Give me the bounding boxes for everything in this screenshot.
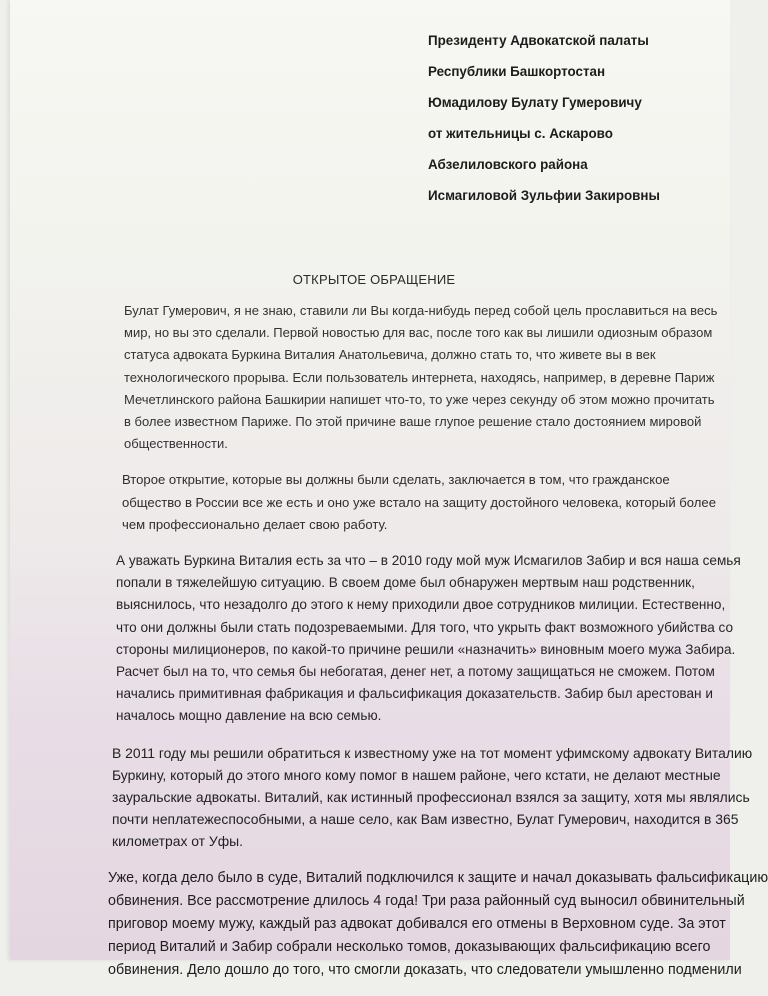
- addressee-line: Абзелиловского района: [428, 157, 588, 172]
- text-line: Уже, когда дело было в суде, Виталий подключился к защите и начал доказывать фальсификацию: [108, 869, 768, 886]
- text-line: В 2011 году мы решили обратиться к известному уже на тот момент уфимскому адвокату Виталию: [112, 744, 753, 761]
- text-line: обвинения. Дело дошло до того, что смогли доказать, что следователи умышленно подменили: [108, 961, 742, 978]
- text-line: общество в России все же есть и оно уже встало на защиту достойного человека, который более: [122, 494, 716, 510]
- text-line: километрах от Уфы.: [112, 833, 243, 850]
- text-line: Расчет был на то, что семья бы небогатая, денег нет, а потому защищаться не сможем. Потом: [116, 664, 715, 680]
- text-line: Буркину, который до этого много кому помог в нашем районе, чего кстати, не делают местные: [112, 766, 721, 783]
- text-line: общественности.: [124, 436, 228, 452]
- text-line: Булат Гумерович, я не знаю, ставили ли Вы когда-нибудь перед собой цель прославиться на весь: [124, 303, 718, 318]
- text-line: А уважать Буркина Виталия есть за что – в 2010 году мой муж Исмагилов Забир и вся наша семья: [116, 553, 741, 569]
- text-line: стороны милиционеров, по какой-то причине решили «назначить» виновным моего мужа Забира.: [116, 641, 736, 657]
- text-line: технологического прорыва. Если пользователь интернета, находясь, например, в деревне Париж: [124, 369, 715, 385]
- text-line: приговор моему мужу, каждый раз адвокат добивался его отмены в Верховном суде. За этот: [108, 915, 726, 932]
- letter-body: [108, 300, 768, 996]
- text-line: период Виталий и Забир собрали несколько томов, доказывающих фальсификацию всего: [108, 938, 711, 955]
- paragraph-1: [124, 300, 718, 455]
- addressee-line: Юмадилову Булату Гумеровичу: [428, 95, 642, 110]
- text-line: чем профессионально делает свою работу.: [122, 516, 388, 532]
- paragraph-3: [116, 550, 741, 728]
- paragraph-4: [112, 742, 753, 853]
- text-line: попали в тяжелейшую ситуацию. В своем доме был обнаружен мертвым наш родственник,: [116, 575, 695, 591]
- addressee-line: Исмагиловой Зульфии Закировны: [428, 188, 660, 203]
- document-title: ОТКРЫТОЕ ОБРАЩЕНИЕ: [292, 272, 456, 287]
- paragraph-5: [108, 867, 768, 982]
- text-line: начались примитивная фабрикация и фальсификация доказательств. Забир был арестован и: [116, 686, 713, 702]
- text-line: зауральские адвокаты. Виталий, как истинный профессионал взялся за защиту, хотя мы являлись: [112, 789, 750, 806]
- text-line: что они должны были стать подозреваемыми. Для того, что укрыть факт возможного убийства со: [116, 619, 734, 635]
- text-line: статуса адвоката Буркина Виталия Анатольевича, должно стать то, что живете вы в век: [124, 347, 656, 363]
- text-line: в более известном Париже. По этой причине ваше глупое решение стало достоянием мировой: [124, 414, 702, 430]
- text-line: обвинения. Все рассмотрение длилось 4 года! Три раза районный суд выносил обвинительный: [108, 892, 745, 909]
- text-line: выяснилось, что незадолго до этого к нему приходили двое сотрудников милиции. Естественно,: [116, 597, 726, 613]
- addressee-line: от жительницы с. Аскарово: [428, 126, 613, 141]
- addressee-line: Президенту Адвокатской палаты: [428, 33, 649, 48]
- letter-page: [10, 0, 768, 978]
- text-line: Мечетлинского района Башкирии напишет что-то, то уже через секунду об этом можно прочитать: [124, 391, 715, 407]
- text-line: мир, но вы это сделали. Первой новостью для вас, после того как вы лишили одиозным образом: [124, 325, 713, 341]
- paragraph-2: [122, 469, 716, 536]
- addressee-block: [428, 30, 728, 216]
- text-line: почти неплатежеспособными, а наше село, как Вам известно, Булат Гумерович, находится в 365: [112, 811, 739, 828]
- text-line: началось мощно давление на всю семью.: [116, 708, 382, 724]
- addressee-line: Республики Башкортостан: [428, 64, 606, 79]
- text-line: Второе открытие, которые вы должны были сделать, заключается в том, что гражданское: [122, 472, 670, 488]
